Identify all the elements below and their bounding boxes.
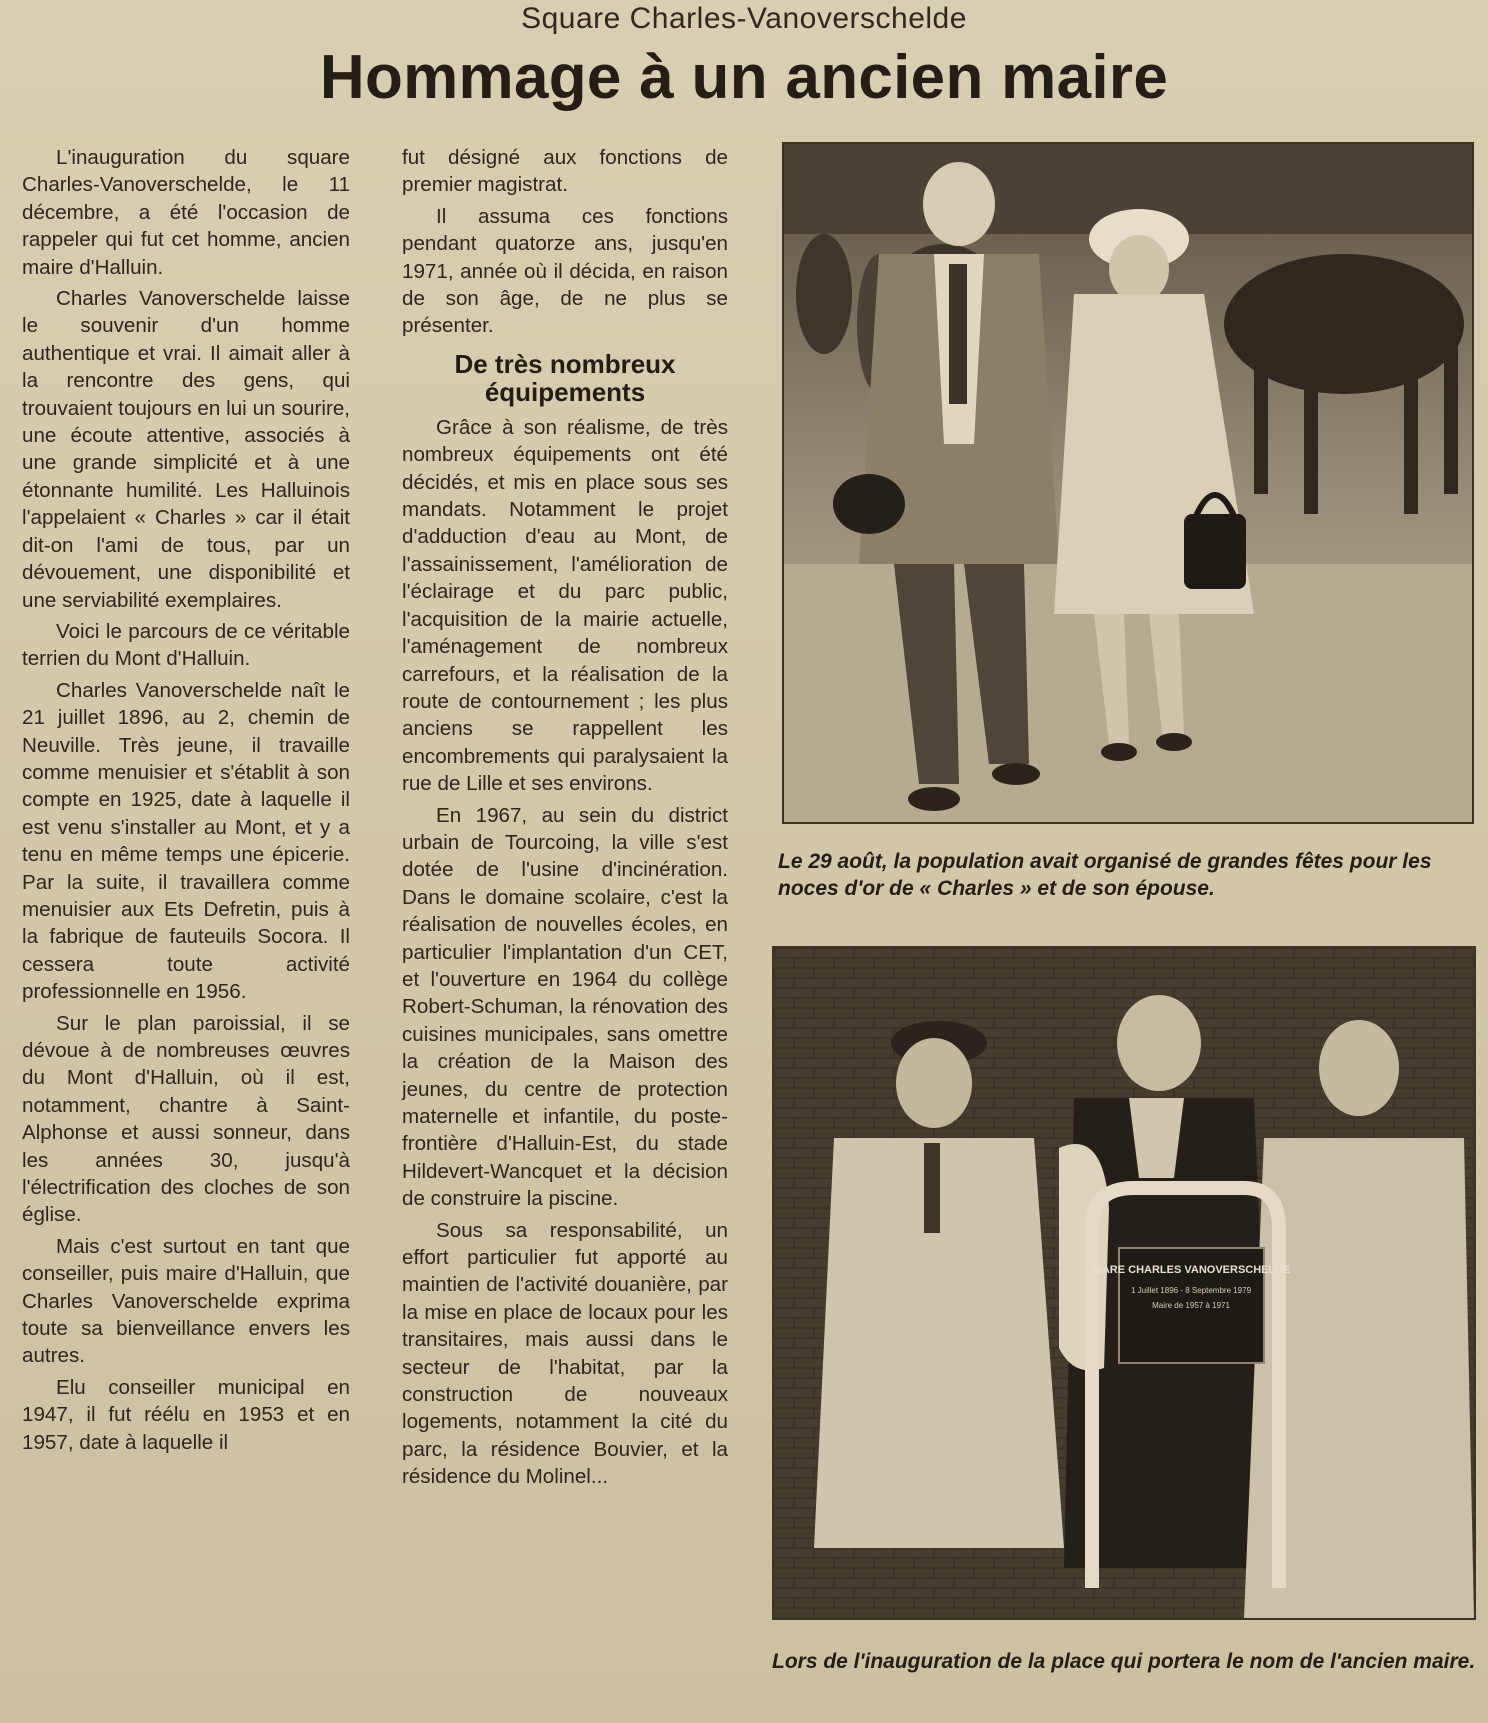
text-column-2 bbox=[402, 144, 728, 1495]
photo-inauguration bbox=[772, 946, 1476, 1620]
paragraph: L'inauguration du square Charles-Vanoverschelde, le 11 décembre, a été l'occasion de rappeler qui fut cet homme, ancien maire d'Halluin. bbox=[22, 146, 350, 279]
photo-inauguration-image bbox=[774, 948, 1474, 1618]
paragraph: Elu conseiller municipal en 1947, il fut réélu en 1953 et en 1957, date à laquelle il bbox=[22, 1375, 350, 1454]
paragraph: En 1967, au sein du district urbain de Tourcoing, la ville s'est dotée de l'usine d'incinération. Dans le domaine scolaire, c'est la réalisation de nouvelles écoles, en particulier l'implantation d'un CET, et l'ouverture en 1964 du collège Robert-Schuman, la rénovation des cuisines municipales, sans omettre la création de la Maison des jeunes, du centre de protection maternelle et infantile, du poste-frontière d'Halluin-Est, du stade Hildevert-Wancquet et la décision de construire la piscine. bbox=[402, 803, 728, 1211]
article-kicker: Square Charles-Vanoverschelde bbox=[521, 2, 967, 35]
paragraph: Mais c'est surtout en tant que conseiller, puis maire d'Halluin, que Charles Vanoverschelde exprima toute sa bienveillance envers les autres. bbox=[22, 1234, 350, 1368]
photo-caption-2: Lors de l'inauguration de la place qui portera le nom de l'ancien maire. bbox=[772, 1650, 1476, 1673]
paragraph: Charles Vanoverschelde naît le 21 juillet 1896, au 2, chemin de Neuville. Très jeune, il travaille comme menuisier et s'établit à son compte en 1925, date à laquelle il est venu s'installer au Mont, et y a tenu en même temps une épicerie. Par la suite, il travaillera comme menuisier aux Ets Defretin, puis à la fabrique de fauteuils Socora. Il cessera toute activité professionnelle en 1956. bbox=[22, 678, 350, 1004]
article-headline: Hommage à un ancien maire bbox=[319, 43, 1169, 112]
paragraph: Grâce à son réalisme, de très nombreux équipements ont été décidés, et mis en place sous ses mandats. Notamment le projet d'adduction d'eau au Mont, de l'assainissement, l'amélioration de l'éclairage et du parc public, l'acquisition de la mairie actuelle, l'aménagement de nombreux carrefours, et la réalisation de la route de contournement ; les plus anciens se rappellent les encombrements qui paralysaient la rue de Lille et ses environs. bbox=[402, 415, 728, 796]
paragraph: Voici le parcours de ce véritable terrien du Mont d'Halluin. bbox=[22, 619, 350, 671]
plaque-line-2: 1 Juillet 1896 - 8 Septembre 1979 bbox=[1130, 1286, 1252, 1295]
paragraph: Sous sa responsabilité, un effort particulier fut apporté au maintien de l'activité douanière, par la mise en place de locaux pour les transitaires, mais aussi dans le secteur de l'habitat, par la construction de nouveaux logements, notamment la cité du parc, la résidence Bouvier, et la résidence du Molinel... bbox=[402, 1218, 728, 1489]
paragraph: Sur le plan paroissial, il se dévoue à de nombreuses œuvres du Mont d'Halluin, où il est, notamment, chantre à Saint-Alphonse et aussi sonneur, dans les années 30, jusqu'à l'électrification des cloches de son église. bbox=[22, 1011, 350, 1227]
plaque-line-3: Maire de 1957 à 1971 bbox=[1152, 1301, 1230, 1310]
plaque-line-1: XIARE CHARLES VANOVERSCHELDE bbox=[1091, 1264, 1291, 1276]
paragraph: Il assuma ces fonctions pendant quatorze ans, jusqu'en 1971, année où il décida, en raison de son âge, de ne plus se présenter. bbox=[402, 204, 728, 338]
photo-caption-1: Le 29 août, la population avait organisé de grandes fêtes pour les noces d'or de « Charles » et de son épouse. bbox=[778, 850, 1432, 900]
photo-golden-wedding bbox=[782, 142, 1474, 824]
photo-golden-wedding-image bbox=[784, 144, 1472, 822]
subheading: De très nombreux équipements bbox=[454, 348, 676, 407]
paragraph: Charles Vanoverschelde laisse le souvenir d'un homme authentique et vrai. Il aimait aller à la rencontre des gens, qui trouvaient toujours en lui un sourire, une écoute attentive, associés à une grande simplicité et à une étonnante humilité. Les Halluinois l'appelaient « Charles » car il était dit-on l'ami de tous, par un dévouement, une disponibilité et une serviabilité exemplaires. bbox=[22, 287, 350, 612]
paragraph: fut désigné aux fonctions de premier magistrat. bbox=[402, 146, 728, 197]
text-column-1 bbox=[22, 144, 350, 1460]
